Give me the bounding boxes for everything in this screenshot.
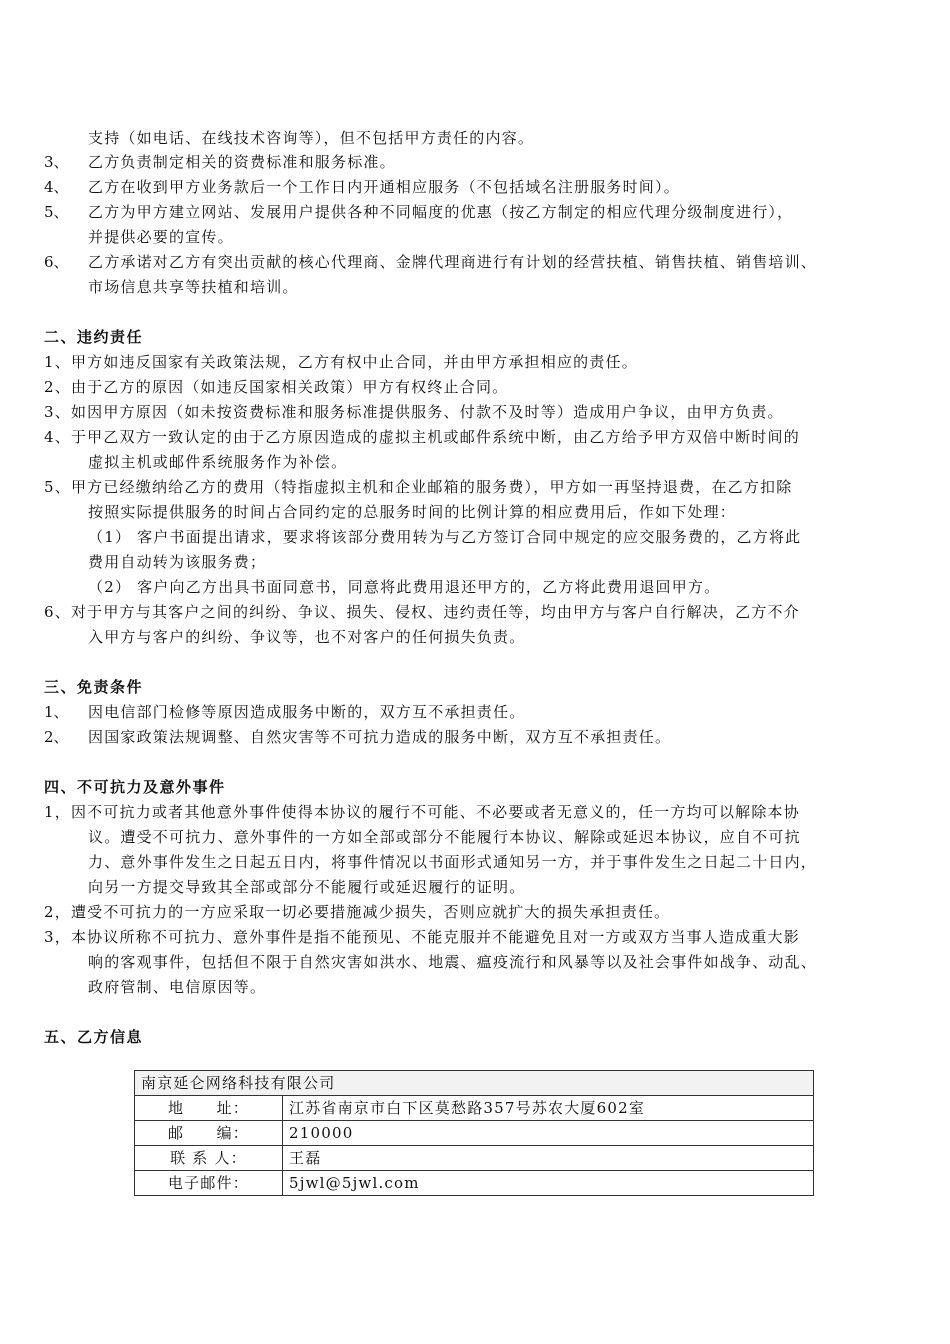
sub-clause-text: 费用自动转为该服务费； <box>88 553 267 571</box>
clause-text: 并提供必要的宣传。 <box>88 228 234 246</box>
table-row <box>135 1096 814 1121</box>
clause-text: 1、甲方如违反国家有关政策法规，乙方有权中止合同，并由甲方承担相应的责任。 <box>44 353 638 371</box>
clause-text: 按照实际提供服务的时间占合同约定的总服务时间的比例计算的相应费用后，作如下处理： <box>88 503 737 521</box>
contact-value: 王磊 <box>283 1146 814 1171</box>
table-row <box>135 1171 814 1196</box>
table-row <box>135 1146 814 1171</box>
table-row <box>135 1071 814 1096</box>
clause-text: 5、甲方已经缴纳给乙方的费用（特指虚拟主机和企业邮箱的服务费），甲方如一再坚持退费，在乙方扣除 <box>44 478 793 496</box>
clause-text: 政府管制、电信原因等。 <box>88 978 267 996</box>
clause-number: 6、 <box>44 253 69 271</box>
clause-number: 1、 <box>44 703 69 721</box>
clause-text: 1，因不可抗力或者其他意外事件使得本协议的履行不可能、不必要或者无意义的，任一方均可以解除本协 <box>44 803 800 821</box>
clause-text: 向另一方提交导致其全部或部分不能履行或延迟履行的证明。 <box>88 878 526 896</box>
clause-text: 4、于甲乙双方一致认定的由于乙方原因造成的虚拟主机或邮件系统中断，由乙方给予甲方双倍中断时间的 <box>44 428 800 446</box>
section-heading: 四、不可抗力及意外事件 <box>44 778 226 796</box>
email-value: 5jwl@5jwl.com <box>283 1171 814 1196</box>
company-info-table <box>134 1070 814 1196</box>
sub-clause-text: （1） 客户书面提出请求，要求将该部分费用转为与乙方签订合同中规定的应交服务费的，乙方将此 <box>88 528 802 546</box>
clause-text: 乙方负责制定相关的资费标准和服务标准。 <box>88 153 396 171</box>
clause-text: 3、如因甲方原因（如未按资费标准和服务标准提供服务、付款不及时等）造成用户争议，由甲方负责。 <box>44 403 784 421</box>
clause-number: 2、 <box>44 728 69 746</box>
clause-text: 市场信息共享等扶植和培训。 <box>88 278 299 296</box>
clause-text: 入甲方与客户的纠纷、争议等，也不对客户的任何损失负责。 <box>88 628 526 646</box>
clause-text: 因电信部门检修等原因造成服务中断的，双方互不承担责任。 <box>88 703 526 721</box>
clause-text: 2、由于乙方的原因（如违反国家相关政策）甲方有权终止合同。 <box>44 378 509 396</box>
section-heading: 二、违约责任 <box>44 328 144 346</box>
clause-text: 支持（如电话、在线技术咨询等），但不包括甲方责任的内容。 <box>88 129 535 147</box>
clause-number: 3、 <box>44 153 69 171</box>
clause-text: 因国家政策法规调整、自然灾害等不可抗力造成的服务中断，双方互不承担责任。 <box>88 728 672 746</box>
clause-text: 乙方为甲方建立网站、发展用户提供各种不同幅度的优惠（按乙方制定的相应代理分级制度进行）， <box>88 203 794 221</box>
clause-text: 2，遭受不可抗力的一方应采取一切必要措施减少损失，否则应就扩大的损失承担责任。 <box>44 903 671 921</box>
postcode-label: 邮 编： <box>135 1121 283 1146</box>
clause-text: 3，本协议所称不可抗力、意外事件是指不能预见、不能克服并不能避免且对一方或双方当事人造成重大影 <box>44 928 800 946</box>
email-label: 电子邮件： <box>135 1171 283 1196</box>
section-heading: 五、乙方信息 <box>44 1028 144 1046</box>
address-value: 江苏省南京市白下区莫愁路357号苏农大厦602室 <box>283 1096 814 1121</box>
sub-clause-text: （2） 客户向乙方出具书面同意书，同意将此费用退还甲方的，乙方将此费用退回甲方。 <box>88 578 721 596</box>
clause-number: 4、 <box>44 178 69 196</box>
clause-text: 力、意外事件发生之日起五日内，将事件情况以书面形式通知另一方，并于事件发生之日起二十日内， <box>88 853 818 871</box>
address-label: 地 址： <box>135 1096 283 1121</box>
clause-text: 6、对于甲方与其客户之间的纠纷、争议、损失、侵权、违约责任等，均由甲方与客户自行解决，乙方不介 <box>44 603 800 621</box>
clause-number: 5、 <box>44 203 69 221</box>
table-row <box>135 1121 814 1146</box>
postcode-value: 210000 <box>283 1121 814 1146</box>
company-name: 南京延仑网络科技有限公司 <box>135 1071 814 1096</box>
clause-text: 议。遭受不可抗力、意外事件的一方如全部或部分不能履行本协议、解除或延迟本协议，应自不可抗 <box>88 828 801 846</box>
contact-label: 联 系 人： <box>135 1146 283 1171</box>
clause-text: 乙方在收到甲方业务款后一个工作日内开通相应服务（不包括域名注册服务时间）。 <box>88 178 680 196</box>
clause-text: 乙方承诺对乙方有突出贡献的核心代理商、金牌代理商进行有计划的经营扶植、销售扶植、销售培训、 <box>88 253 818 271</box>
clause-text: 虚拟主机或邮件系统服务作为补偿。 <box>88 453 348 471</box>
section-heading: 三、免责条件 <box>44 678 144 696</box>
clause-text: 响的客观事件，包括但不限于自然灾害如洪水、地震、瘟疫流行和风暴等以及社会事件如战争、动乱、 <box>88 953 818 971</box>
